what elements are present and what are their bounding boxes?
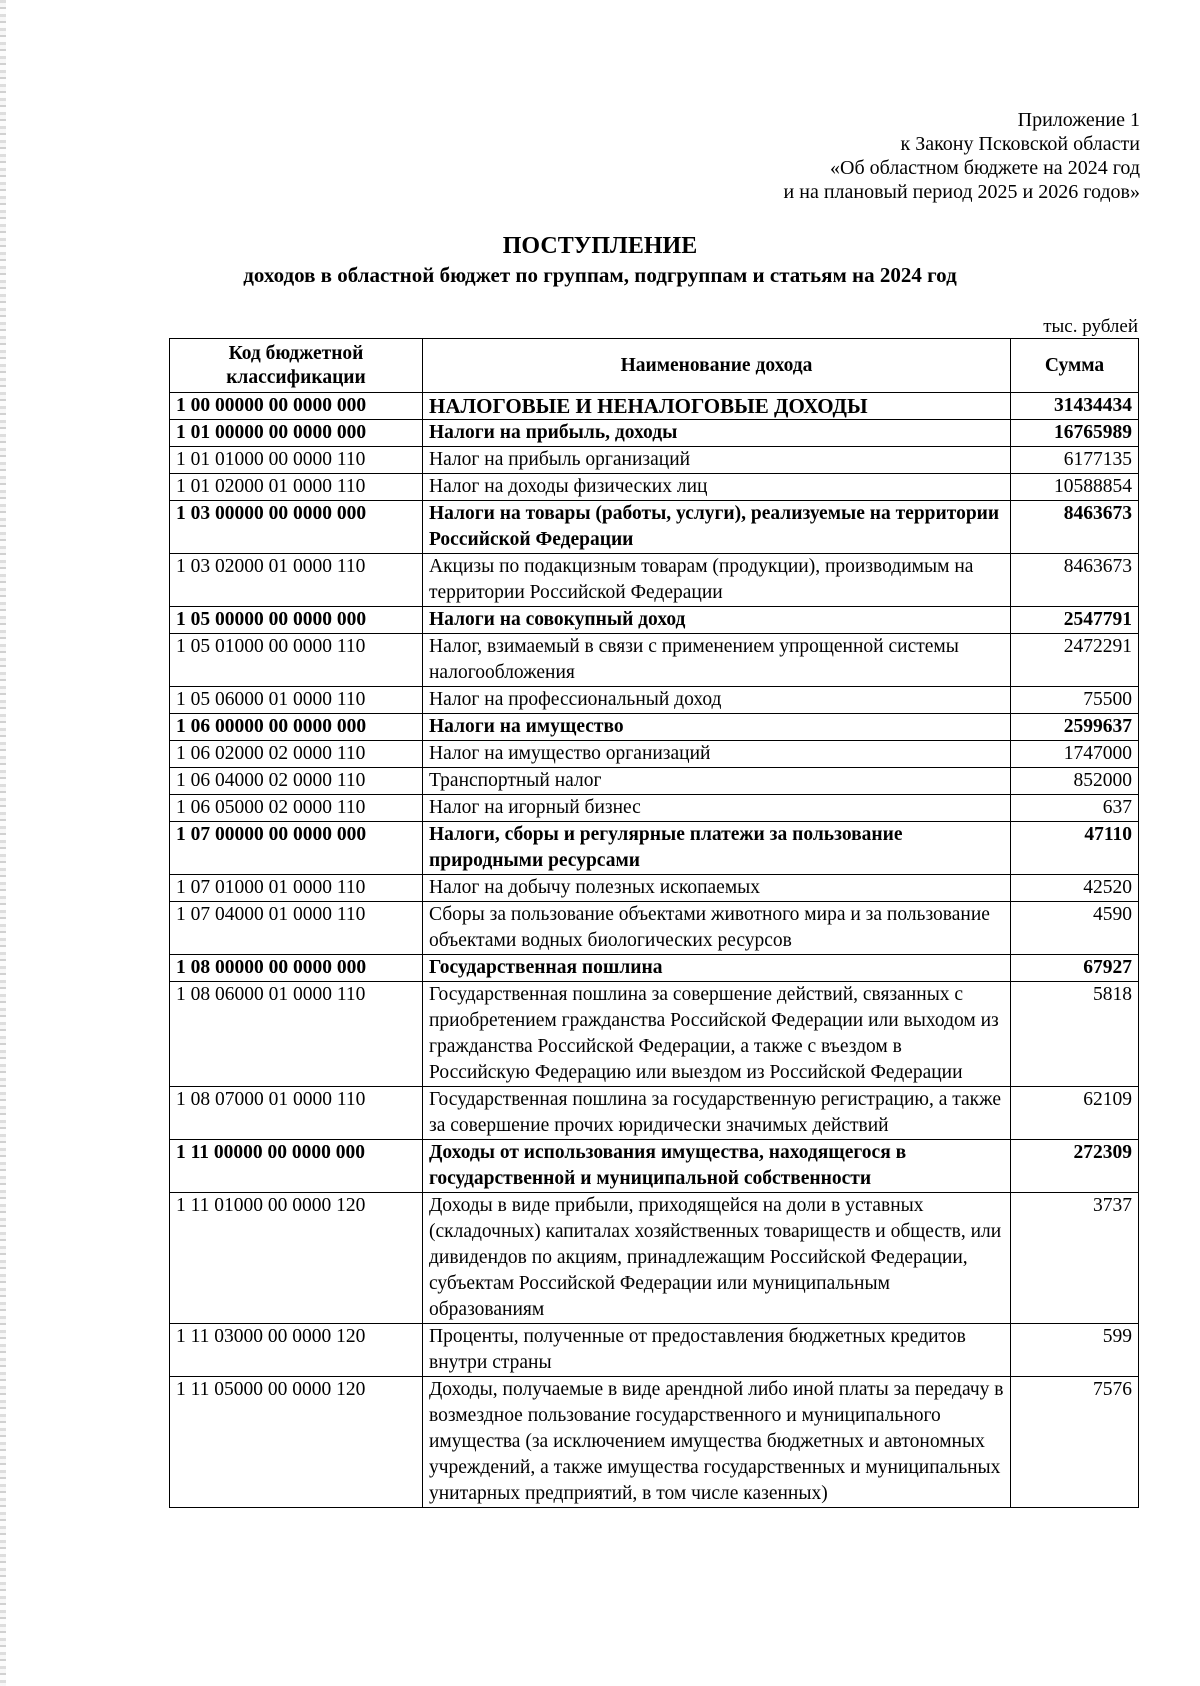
- cell-code: 1 11 01000 00 0000 120: [170, 1193, 423, 1324]
- table-row: [170, 501, 1139, 554]
- cell-sum: 6177135: [1011, 447, 1139, 474]
- cell-code: 1 11 05000 00 0000 120: [170, 1377, 423, 1508]
- cell-sum: 1747000: [1011, 741, 1139, 768]
- appendix-line: к Закону Псковской области: [900, 133, 1140, 155]
- table-row: [170, 1377, 1139, 1508]
- cell-code: 1 05 06000 01 0000 110: [170, 687, 423, 714]
- cell-sum: 2547791: [1011, 607, 1139, 634]
- cell-code: 1 01 00000 00 0000 000: [170, 420, 423, 447]
- cell-code: 1 01 02000 01 0000 110: [170, 474, 423, 501]
- cell-name: Налог на доходы физических лиц: [423, 474, 1011, 501]
- cell-name: Налоги на товары (работы, услуги), реализуемые на территории Российской Федерации: [423, 501, 1011, 554]
- cell-name: Государственная пошлина: [423, 955, 1011, 982]
- cell-sum: 599: [1011, 1324, 1139, 1377]
- table-row: [170, 420, 1139, 447]
- cell-sum: 2472291: [1011, 634, 1139, 687]
- cell-name: Доходы в виде прибыли, приходящейся на доли в уставных (складочных) капиталах хозяйственных товариществ и обществ, или дивидендов по акциям, принадлежащим Российской Федерации, субъектам Российской Федерации или муниципальным образованиям: [423, 1193, 1011, 1324]
- table-row: [170, 768, 1139, 795]
- cell-name: Доходы, получаемые в виде арендной либо иной платы за передачу в возмездное пользование государственного и муниципального имущества (за исключением имущества бюджетных и автономных учреждений, а также имущества государственных и муниципальных унитарных предприятий, в том числе казенных): [423, 1377, 1011, 1508]
- cell-sum: 852000: [1011, 768, 1139, 795]
- cell-code: 1 07 04000 01 0000 110: [170, 902, 423, 955]
- cell-sum: 8463673: [1011, 554, 1139, 607]
- cell-name: Сборы за пользование объектами животного мира и за пользование объектами водных биологических ресурсов: [423, 902, 1011, 955]
- cell-sum: 3737: [1011, 1193, 1139, 1324]
- cell-code: 1 08 07000 01 0000 110: [170, 1087, 423, 1140]
- cell-name: Проценты, полученные от предоставления бюджетных кредитов внутри страны: [423, 1324, 1011, 1377]
- cell-sum: 67927: [1011, 955, 1139, 982]
- table-header-row: [170, 339, 1139, 393]
- cell-code: 1 06 00000 00 0000 000: [170, 714, 423, 741]
- cell-name: Налог на игорный бизнес: [423, 795, 1011, 822]
- document-title: ПОСТУПЛЕНИЕ: [502, 233, 698, 259]
- cell-name: Акцизы по подакцизным товарам (продукции), производимым на территории Российской Федерации: [423, 554, 1011, 607]
- cell-code: 1 11 00000 00 0000 000: [170, 1140, 423, 1193]
- table-row: [170, 607, 1139, 634]
- cell-code: 1 06 05000 02 0000 110: [170, 795, 423, 822]
- cell-name: Государственная пошлина за совершение действий, связанных с приобретением гражданства Российской Федерации или выходом из гражданства Российской Федерации, а также с въездом в Российскую Федерацию или выездом из Российской Федерации: [423, 982, 1011, 1087]
- table-row: [170, 634, 1139, 687]
- cell-sum: 5818: [1011, 982, 1139, 1087]
- table-row: [170, 687, 1139, 714]
- cell-code: 1 05 01000 00 0000 110: [170, 634, 423, 687]
- appendix-line: Приложение 1: [1017, 109, 1140, 131]
- cell-sum: 2599637: [1011, 714, 1139, 741]
- cell-name: НАЛОГОВЫЕ И НЕНАЛОГОВЫЕ ДОХОДЫ: [423, 393, 1011, 420]
- cell-code: 1 11 03000 00 0000 120: [170, 1324, 423, 1377]
- column-header-sum: Сумма: [1011, 339, 1139, 393]
- cell-code: 1 08 00000 00 0000 000: [170, 955, 423, 982]
- cell-sum: 10588854: [1011, 474, 1139, 501]
- cell-name: Налоги на прибыль, доходы: [423, 420, 1011, 447]
- cell-name: Налоги на имущество: [423, 714, 1011, 741]
- table-row: [170, 474, 1139, 501]
- table-row: [170, 982, 1139, 1087]
- cell-name: Налог на прибыль организаций: [423, 447, 1011, 474]
- cell-sum: 637: [1011, 795, 1139, 822]
- cell-code: 1 03 02000 01 0000 110: [170, 554, 423, 607]
- appendix-line: «Об областном бюджете на 2024 год: [830, 157, 1140, 179]
- cell-code: 1 03 00000 00 0000 000: [170, 501, 423, 554]
- table-row: [170, 822, 1139, 875]
- cell-name: Налоги на совокупный доход: [423, 607, 1011, 634]
- column-header-name: Наименование дохода: [423, 339, 1011, 393]
- cell-sum: 75500: [1011, 687, 1139, 714]
- cell-name: Налог на профессиональный доход: [423, 687, 1011, 714]
- table-row: [170, 1193, 1139, 1324]
- table-row: [170, 1087, 1139, 1140]
- cell-sum: 31434434: [1011, 393, 1139, 420]
- appendix-note: [784, 108, 1140, 204]
- cell-name: Транспортный налог: [423, 768, 1011, 795]
- cell-code: 1 01 01000 00 0000 110: [170, 447, 423, 474]
- cell-sum: 8463673: [1011, 501, 1139, 554]
- cell-name: Налог на добычу полезных ископаемых: [423, 875, 1011, 902]
- table-row: [170, 447, 1139, 474]
- cell-code: 1 07 00000 00 0000 000: [170, 822, 423, 875]
- cell-sum: 47110: [1011, 822, 1139, 875]
- table-row: [170, 393, 1139, 420]
- table-row: [170, 741, 1139, 768]
- table-row: [170, 875, 1139, 902]
- table-row: [170, 795, 1139, 822]
- document-subtitle: доходов в областной бюджет по группам, подгруппам и статьям на 2024 год: [243, 263, 957, 287]
- cell-name: Налог на имущество организаций: [423, 741, 1011, 768]
- cell-name: Налоги, сборы и регулярные платежи за пользование природными ресурсами: [423, 822, 1011, 875]
- units-label: тыс. рублей: [1043, 316, 1138, 337]
- appendix-line: и на плановый период 2025 и 2026 годов»: [783, 181, 1140, 203]
- cell-sum: 62109: [1011, 1087, 1139, 1140]
- cell-name: Налог, взимаемый в связи с применением упрощенной системы налогообложения: [423, 634, 1011, 687]
- table-body: [170, 393, 1139, 1508]
- table-row: [170, 1324, 1139, 1377]
- cell-code: 1 05 00000 00 0000 000: [170, 607, 423, 634]
- cell-sum: 7576: [1011, 1377, 1139, 1508]
- cell-sum: 272309: [1011, 1140, 1139, 1193]
- table-row: [170, 902, 1139, 955]
- cell-sum: 4590: [1011, 902, 1139, 955]
- cell-sum: 16765989: [1011, 420, 1139, 447]
- cell-code: 1 06 02000 02 0000 110: [170, 741, 423, 768]
- cell-name: Доходы от использования имущества, находящегося в государственной и муниципальной собственности: [423, 1140, 1011, 1193]
- cell-code: 1 00 00000 00 0000 000: [170, 393, 423, 420]
- table-row: [170, 1140, 1139, 1193]
- table-row: [170, 955, 1139, 982]
- cell-name: Государственная пошлина за государственную регистрацию, а также за совершение прочих юридически значимых действий: [423, 1087, 1011, 1140]
- cell-code: 1 06 04000 02 0000 110: [170, 768, 423, 795]
- cell-code: 1 07 01000 01 0000 110: [170, 875, 423, 902]
- table-row: [170, 554, 1139, 607]
- cell-sum: 42520: [1011, 875, 1139, 902]
- table-row: [170, 714, 1139, 741]
- revenue-table: [169, 338, 1139, 1508]
- column-header-code: Код бюджетной классификации: [170, 339, 423, 393]
- cell-code: 1 08 06000 01 0000 110: [170, 982, 423, 1087]
